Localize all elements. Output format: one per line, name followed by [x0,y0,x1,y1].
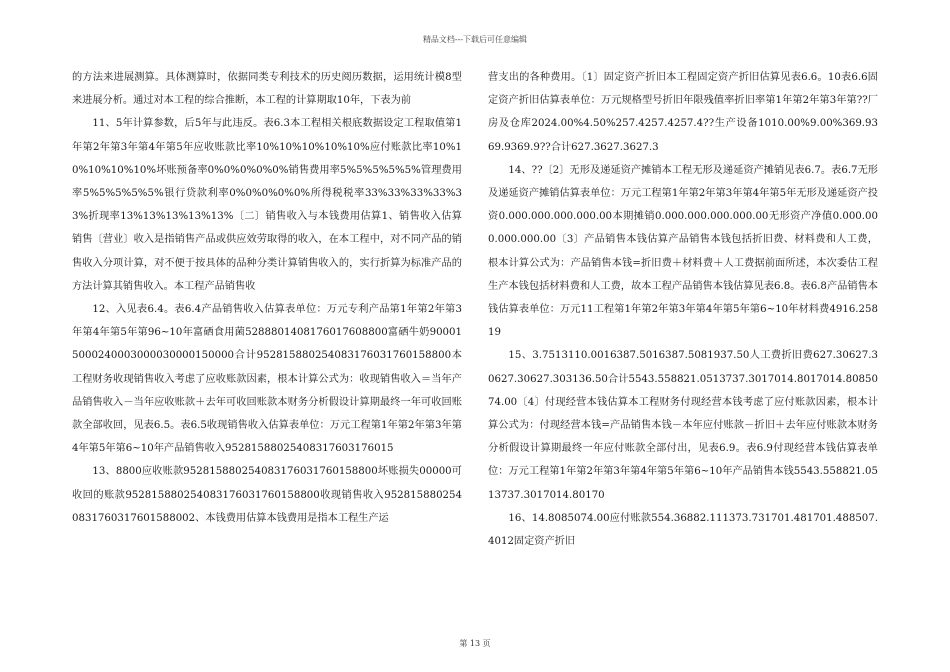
left-column [72,66,462,530]
page-number: 第 13 页 [459,639,491,648]
right-paragraph-1: 营支出的各种费用。〔1〕固定资产折旧本工程固定资产折旧估算见表6.6。10表6.6固定资产折旧估算表单位：万元规格型号折旧年限残值率折旧率第1年第2年第3年第??厂房及仓库2024.00%4.50%257.4257.4257.4??生产设备1010.00%9.00%369.9369.9369.9??合计627.3627.3627.3 [488,72,878,153]
left-paragraph-3: 12、入见表6.4。表6.4产品销售收入估算表单位：万元专利产品第1年第2年第3年第4年第5年第96~10年富硒食用菌528880140817601760880​0富硒牛奶900015000240003000030000150000合计952815880254083176031760158800本工程财务收现销售收入考虑了应收账款因素，根本计算公式为：收现销售收入＝当年产品销售收入－当年应收账款＋去年可收回账款本财务分析假设计算期最终一年可收回账款全部收回，见表6.5。表6.5收现销售收入估算表单位：万元工程第1年第2年第3年第4年第5年第6~10年产品销售收入952815880254083176031760​15 [72,304,462,455]
right-paragraph-4: 16、14.8085074.00应付账款554.36882.111373.731701.481701.488507.4012固定资产折旧 [488,512,878,548]
right-paragraph-3: 15、3.7513110.0016387.5016387.5081937.50人工费折旧费627.30627.30627.30627.303136.50合计5543.558821.0513737.3017014.8017014.8085074.00〔4〕付现经营本钱估算本工程财务付现经营本钱考虑了应付账款因素，根本计算公式为：付现经营本钱=产品销售本钱－本年应付账款－折旧＋去年应付账款本财务分析假设计算期最终一年应付账款全部付出，见表6.9。表6.9付现经营本钱估算表单位：万元工程第1年第2年第3年第4年第5年第6~10年产品销售本钱5543.558821.0513737.3017014.80170 [488,350,878,501]
left-paragraph-4: 13、8800应收账款952815880254083176031760158800坏账损失00000可收回的账款952815880254083176031760158800收现销售收入9528158802540831760317601588002、本钱费用估算本钱费用是指本工程生产运 [72,466,462,524]
left-paragraph-1: 的方法来进展测算。具体测算时，依据同类专利技术的历史阅历数据，运用统计模8型来进展分析。通过对本工程的综合推断，本工程的计算期取10年，下表为前 [72,72,462,107]
right-column [488,66,878,553]
page-header: 精品文档---下载后可任意编辑 [422,35,528,44]
right-paragraph-2: 14、??〔2〕无形及递延资产摊销本工程无形及递延资产摊销见表6.7。表6.7无形及递延资产摊销估算表单位：万元工程第1年第2年第3年第4年第5年无形及递延资产投资0.000.000.000.000.00本期摊销0.000.000.000.000.00无形资产净值0.000.000.000.000.00〔3〕产品销售本钱估算产品销售本钱包括折旧费、材料费和人工费，根本计算公式为：产品销售本钱=折旧费＋材料费＋人工费据前面所述，本次委估工程生产本钱包括材料费和人工费，故本工程产品销售本钱估算见表6.8。表6.8产品销售本钱估算表单位：万元11工程第1年第2年第3年第4年第5年第6~10年材料费4916.25819 [488,164,878,339]
left-paragraph-2: 11、5年计算参数，后5年与此违反。表6.3本工程相关根底数据设定工程取值第1年第2年第3年第4年第5年应收账款比率10%10%10%10%10%应付账款比率10%10%10%10%10%坏账预备率0%0%0%0%0%销售费用率5%5%5%5%5%管理费用率5%5%5%5%5%银行贷款利率0%0%0%0%0%所得税税率33%33%33%33%33%折现率13%13%13%13%13%〔二〕销售收入与本钱费用估算1、销售收入估算销售〔营业〕收入是指销售产品或供应效劳取得的收入，在本工程中，对不同产品的销售收入分项计算，对不便于按具体的品种分类计算销售收入的，实行折算为标准产品的方法计算其销售收入。本工程产品销售收 [72,118,462,292]
